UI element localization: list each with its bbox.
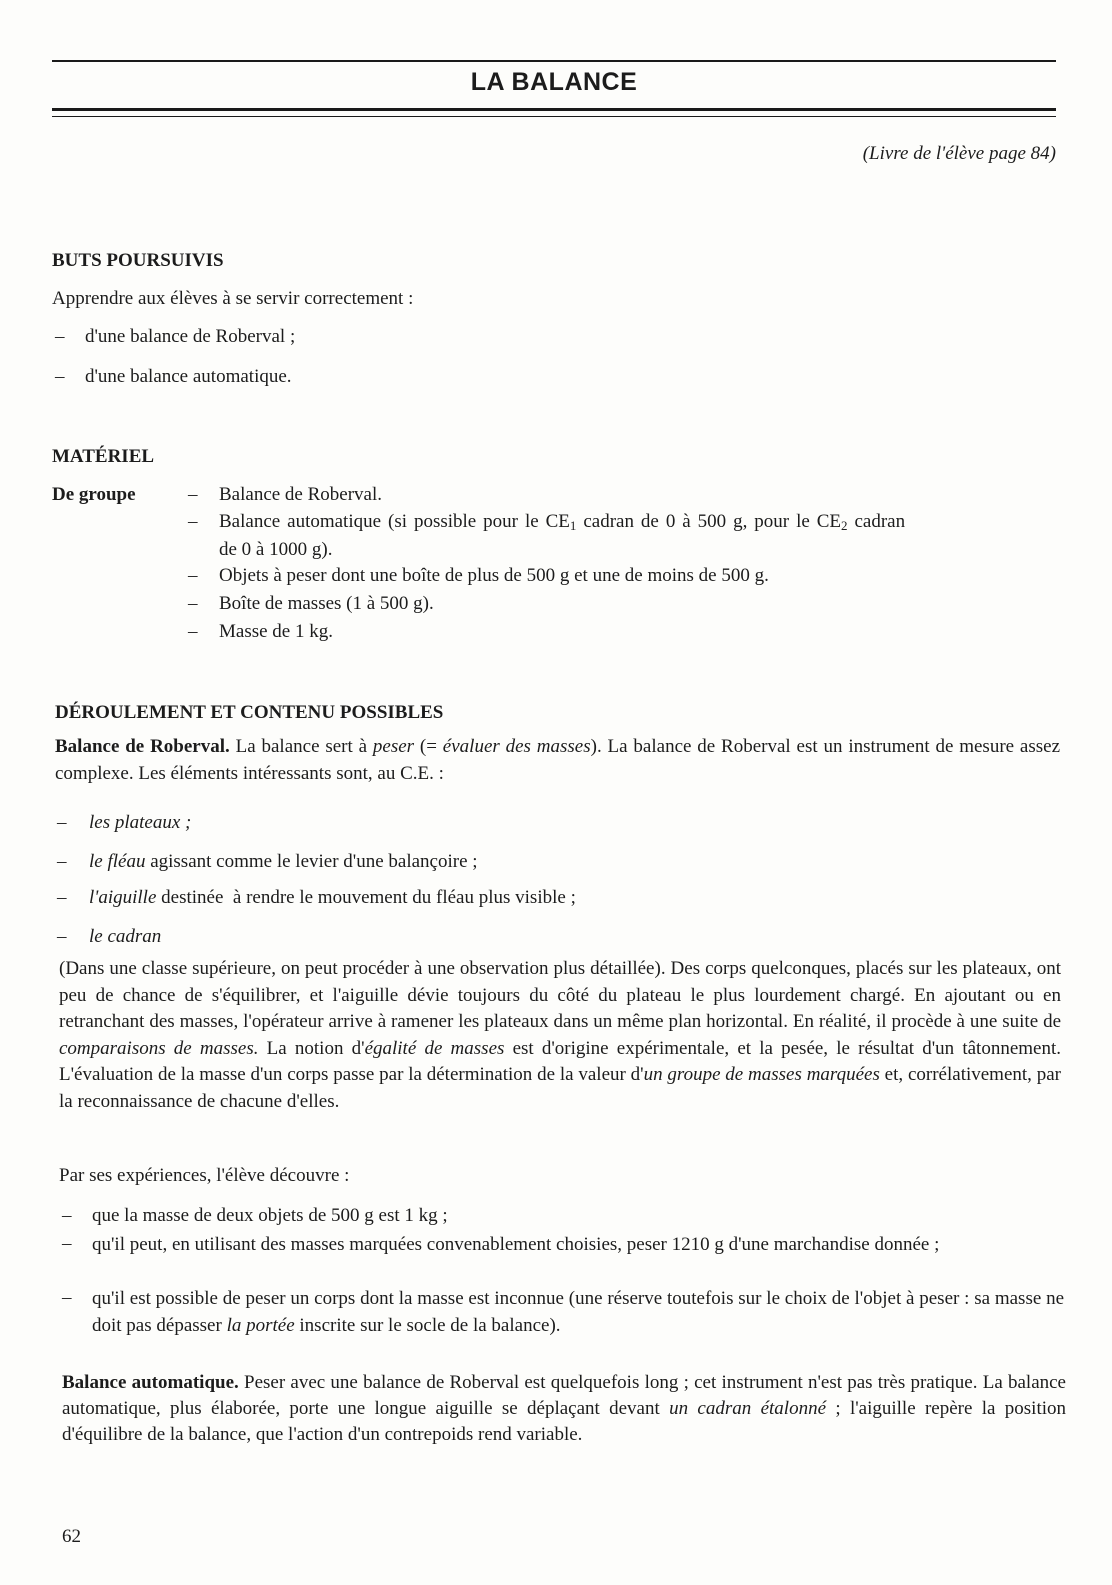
list-item: l'aiguille destinée à rendre le mouvement du fléau plus visible ;	[89, 887, 576, 908]
buts-intro: Apprendre aux élèves à se servir correctement :	[52, 288, 414, 309]
list-dash: –	[62, 1287, 72, 1308]
list-item: le cadran	[89, 926, 162, 947]
section-heading-materiel: MATÉRIEL	[52, 446, 155, 467]
list-dash: –	[57, 851, 67, 872]
list-dash: –	[55, 326, 65, 347]
list-dash: –	[55, 366, 65, 387]
materiel-item: Objets à peser dont une boîte de plus de 500 g et une de moins de 500 g.	[219, 565, 769, 586]
list-dash: –	[62, 1205, 72, 1226]
list-dash: –	[188, 484, 198, 505]
page-number: 62	[62, 1526, 81, 1547]
top-rule	[52, 60, 1056, 62]
book-reference: (Livre de l'élève page 84)	[862, 143, 1056, 164]
list-dash: –	[188, 511, 198, 532]
materiel-item-continuation: de 0 à 1000 g).	[219, 539, 333, 560]
title-rule-thin	[52, 116, 1056, 117]
materiel-item: Masse de 1 kg.	[219, 621, 333, 642]
list-dash: –	[57, 887, 67, 908]
list-item: qu'il peut, en utilisant des masses marquées convenablement choisies, peser 1210 g d'une marchandise donnée ;	[92, 1234, 940, 1255]
list-item: qu'il est possible de peser un corps dont la masse est inconnue (une réserve toutefois sur le choix de l'objet à peser : sa masse ne doit pas dépasser la portée inscrite sur le socle de la balance).	[92, 1288, 1064, 1336]
list-dash: –	[188, 621, 198, 642]
section-heading-buts: BUTS POURSUIVIS	[52, 250, 224, 271]
list-item: les plateaux ;	[89, 812, 192, 833]
list-item: d'une balance de Roberval ;	[85, 326, 296, 347]
list-dash: –	[62, 1233, 72, 1254]
list-item: le fléau agissant comme le levier d'une balançoire ;	[89, 851, 478, 872]
paragraph-experiences-intro: Par ses expériences, l'élève découvre :	[59, 1165, 350, 1186]
list-dash: –	[57, 926, 67, 947]
list-item: d'une balance automatique.	[85, 366, 292, 387]
materiel-item: Balance de Roberval.	[219, 484, 383, 505]
paragraph-automatique: Balance automatique. Peser avec une balance de Roberval est quelquefois long ; cet instrument n'est pas très pratique. La balance automatique, plus élaborée, porte une longue aiguille se déplaçant devant un cadran étalonné ; l'aiguille repère la position d'équilibre de la balance, que l'action d'un contrepoids rend variable.	[62, 1372, 1066, 1445]
section-heading-deroulement: DÉROULEMENT ET CONTENU POSSIBLES	[55, 702, 444, 723]
group-label: De groupe	[52, 484, 136, 505]
materiel-item: Boîte de masses (1 à 500 g).	[219, 593, 434, 614]
list-dash: –	[188, 593, 198, 614]
paragraph-observation: (Dans une classe supérieure, on peut procéder à une observation plus détaillée). Des corps quelconques, placés sur les plateaux, ont peu de chance de s'équilibrer, et l'aiguille dévie toujours du côté du plateau le plus lourdement chargé. En ajoutant ou en retranchant des masses, l'opérateur arrive à ramener les plateaux dans un même plan horizontal. En réalité, il procède à une suite de comparaisons de masses. La notion d'égalité de masses est d'origine expérimentale, et la pesée, le résultat d'un tâtonnement. L'évaluation de la masse d'un corps passe par la détermination de la valeur d'un groupe de masses marquées et, corrélativement, par la reconnaissance de chacune d'elles.	[59, 958, 1061, 1112]
paragraph-roberval: Balance de Roberval. La balance sert à peser (= évaluer des masses). La balance de Roberval est un instrument de mesure assez complexe. Les éléments intéressants sont, au C.E. :	[55, 736, 1061, 784]
list-dash: –	[57, 812, 67, 833]
list-dash: –	[188, 565, 198, 586]
materiel-item: Balance automatique (si possible pour le $CE_1$ cadran de 0 à 500 g, pour le $CE_2$ cadran	[219, 511, 906, 533]
title-rule-thick	[52, 108, 1056, 111]
list-item: que la masse de deux objets de 500 g est 1 kg ;	[92, 1205, 448, 1226]
page-title: LA BALANCE	[470, 68, 638, 96]
